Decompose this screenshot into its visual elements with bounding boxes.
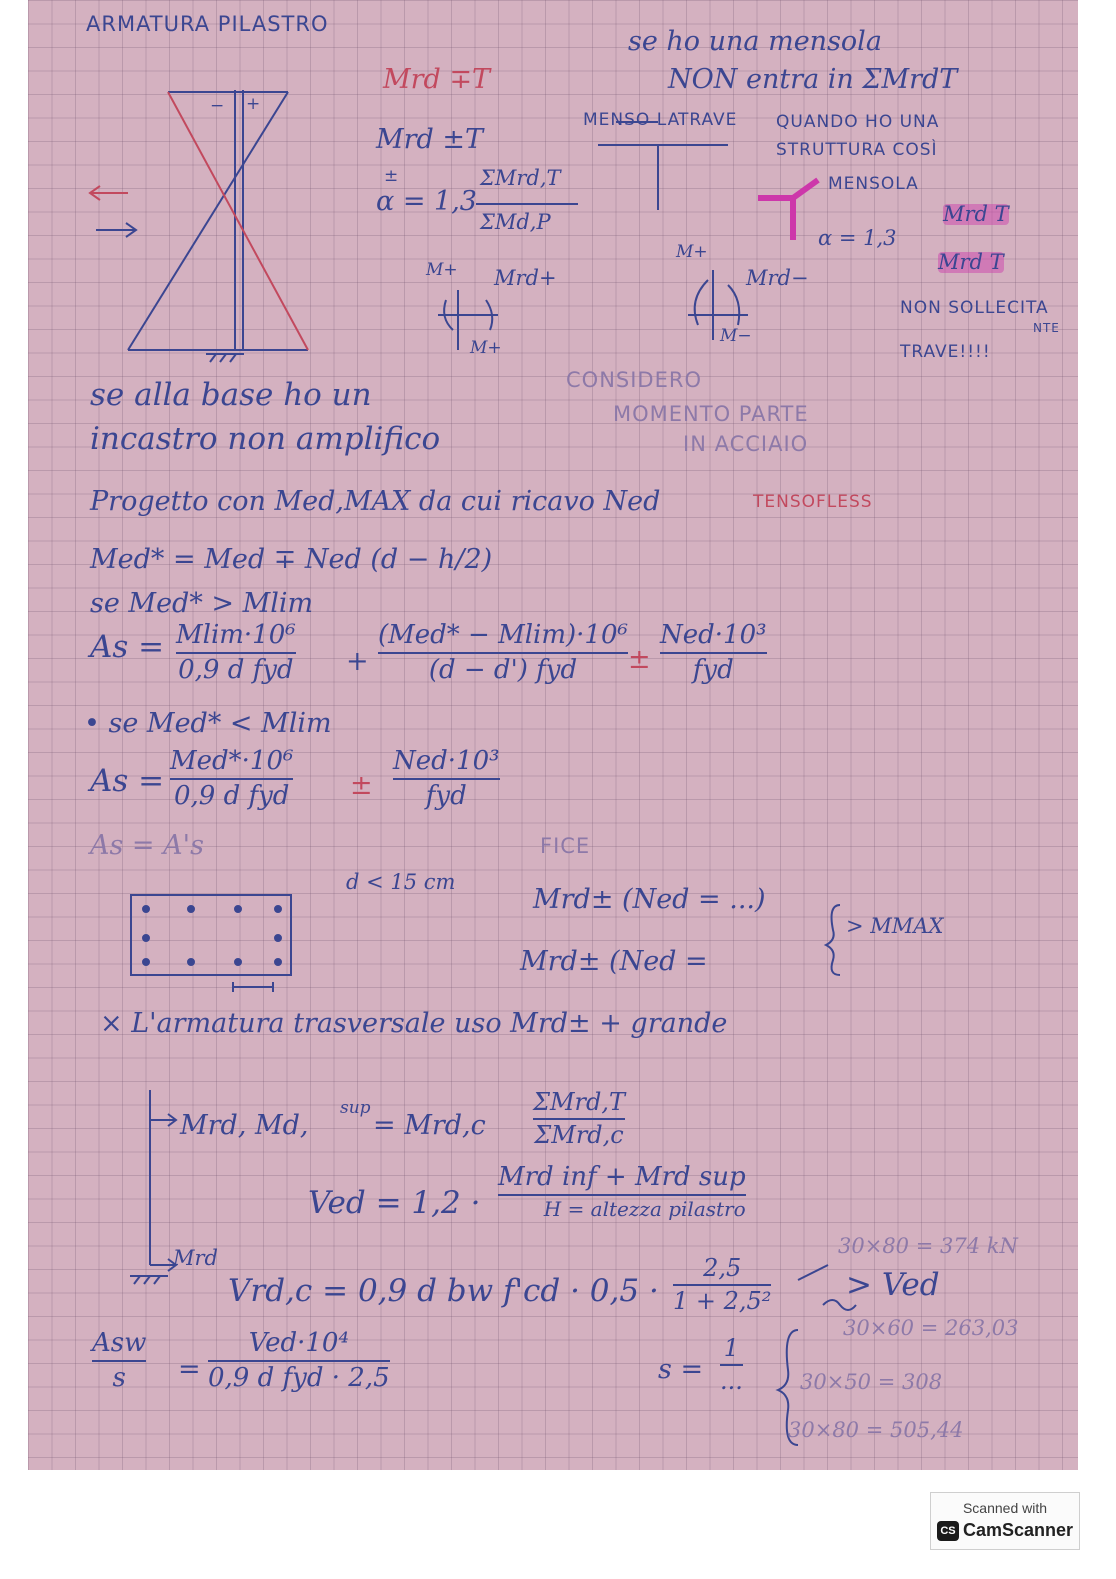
asw-f-den: 0,9 d fyd · 2,5 bbox=[208, 1363, 390, 1394]
node-right-m-top: M+ bbox=[676, 242, 708, 262]
d-limit: d < 15 cm bbox=[346, 870, 456, 894]
in-acciaio: IN ACCIAIO bbox=[683, 432, 809, 456]
as2-label: As = bbox=[90, 763, 165, 799]
alpha2-denominator: Mrd T bbox=[938, 250, 1004, 274]
momento-parte: MOMENTO PARTE bbox=[613, 402, 809, 426]
alpha-denominator: ΣMd,P bbox=[480, 210, 551, 234]
as1-pm: ± bbox=[628, 644, 651, 675]
mrd-plus-check: Mrd± (Ned = ...) bbox=[533, 884, 766, 915]
notebook-page bbox=[28, 0, 1078, 1470]
asw-num: Asw bbox=[92, 1328, 147, 1358]
side-arrows bbox=[90, 186, 136, 237]
node-left-m-top: M+ bbox=[426, 260, 458, 280]
asw-formula bbox=[208, 1330, 390, 1393]
alpha-formula: α = 1,3 bbox=[376, 186, 477, 217]
value-30x80: 30×80 = 505,44 bbox=[788, 1418, 964, 1442]
value-30x80-kn: 30×80 = 374 kN bbox=[838, 1234, 1018, 1258]
non-sollecita-suffix: NTE bbox=[1033, 321, 1060, 335]
as1-f2-num: (Med* − Mlim)·10⁶ bbox=[378, 620, 628, 650]
as1-f2-den: (d − d') fyd bbox=[428, 655, 578, 686]
as2-f2-den: fyd bbox=[425, 781, 467, 812]
node-right-mrd: Mrd− bbox=[746, 266, 809, 290]
s-fraction bbox=[720, 1336, 743, 1394]
case-1: se Med* > Mlim bbox=[90, 588, 314, 619]
pink-structure bbox=[758, 180, 818, 240]
as1-fraction-2 bbox=[378, 622, 628, 685]
mrd-bottom: Mrd bbox=[173, 1246, 218, 1270]
mrd-minus-check: Mrd± (Ned = bbox=[520, 946, 708, 977]
sign-minus: − bbox=[210, 96, 225, 116]
mensola-label: MENSO LA bbox=[583, 110, 681, 130]
progetto-red-label: TENSOFLESS bbox=[753, 492, 873, 512]
as2-fraction-2 bbox=[393, 748, 500, 811]
as2-f1-den: 0,9 d fyd bbox=[173, 781, 290, 812]
ved-fraction bbox=[498, 1164, 746, 1220]
case-2: • se Med* < Mlim bbox=[84, 708, 332, 739]
fice-label: FICE bbox=[540, 834, 591, 858]
vrd-fraction bbox=[673, 1256, 771, 1314]
mrd-sup-prefix: Mrd, Md, bbox=[180, 1110, 309, 1141]
mrd-sup-eq: = Mrd,c bbox=[373, 1110, 486, 1141]
asw-den: s bbox=[112, 1363, 126, 1394]
ved-den: H = altezza pilastro bbox=[543, 1197, 746, 1222]
as1-label: As = bbox=[90, 629, 165, 665]
vrd-c-formula: Vrd,c = 0,9 d bw f'cd · 0,5 · bbox=[228, 1273, 659, 1309]
as1-f3-num: Ned·10³ bbox=[660, 620, 767, 650]
node-right-m-bottom: M− bbox=[720, 326, 752, 346]
value-30x50: 30×50 = 308 bbox=[800, 1370, 943, 1394]
as2-pm: ± bbox=[350, 770, 373, 801]
mensola-note-1: se ho una mensola bbox=[628, 26, 882, 57]
mrd-sup-fraction bbox=[533, 1090, 625, 1148]
vrd-den: 1 + 2,5² bbox=[673, 1287, 772, 1316]
asw-eq: = bbox=[178, 1354, 201, 1385]
camscanner-logo-icon: CS bbox=[937, 1521, 959, 1541]
trave-exclaim: TRAVE!!!! bbox=[900, 342, 991, 362]
s-eq: s = bbox=[658, 1354, 704, 1385]
as1-f1-num: Mlim·10⁶ bbox=[176, 620, 296, 650]
quando-line-2: STRUTTURA COSÌ bbox=[776, 140, 938, 160]
quando-line-1: QUANDO HO UNA bbox=[776, 112, 940, 132]
mensola-note-2: NON entra in ΣMrdT bbox=[668, 64, 958, 95]
badge-scanned-text: Scanned with bbox=[962, 1500, 1048, 1516]
as1-plus: + bbox=[346, 646, 369, 677]
asw-fraction bbox=[92, 1330, 146, 1393]
node-left-m-bottom: M+ bbox=[470, 338, 502, 358]
mrd-sup-num: ΣMrd,T bbox=[533, 1088, 626, 1116]
column-section bbox=[131, 895, 291, 992]
page-title: ARMATURA PILASTRO bbox=[86, 12, 329, 36]
cross-sketch bbox=[598, 122, 728, 210]
trasversale-note: × L'armatura trasversale uso Mrd± + grande bbox=[100, 1008, 728, 1039]
as-equal: As = A's bbox=[90, 830, 204, 861]
mrd-sup-den: ΣMrd,c bbox=[534, 1121, 624, 1150]
asw-f-num: Ved·10⁴ bbox=[248, 1328, 349, 1358]
as2-fraction-1 bbox=[170, 748, 293, 811]
value-30x60: 30×60 = 263,03 bbox=[843, 1316, 1019, 1340]
moment-diagram bbox=[128, 90, 308, 362]
progetto-line: Progetto con Med,MAX da cui ricavo Ned bbox=[90, 486, 661, 517]
shear-column bbox=[130, 1090, 176, 1284]
mrd-t-red: Mrd ∓T bbox=[383, 64, 491, 95]
mrd-sup-exponent: sup bbox=[340, 1098, 371, 1118]
med-star-formula: Med* = Med ∓ Ned (d − h/2) bbox=[90, 544, 493, 575]
as1-f3-den: fyd bbox=[692, 655, 734, 686]
sign-plus: + bbox=[246, 94, 261, 114]
ved-prefix: Ved = 1,2 · bbox=[308, 1185, 481, 1221]
ved-num: Mrd inf + Mrd sup bbox=[498, 1162, 746, 1192]
alpha-sign: ± bbox=[384, 166, 399, 186]
alpha2-formula: α = 1,3 bbox=[818, 226, 897, 250]
non-sollecita: NON SOLLECITA bbox=[900, 298, 1049, 318]
as1-fraction-1 bbox=[176, 622, 296, 685]
gt-mmax: > MMAX bbox=[846, 914, 944, 938]
as1-fraction-3 bbox=[660, 622, 767, 685]
as1-f1-den: 0,9 d fyd bbox=[178, 655, 294, 686]
base-note-1: se alla base ho un bbox=[90, 377, 372, 413]
base-note-2: incastro non amplifico bbox=[90, 421, 441, 457]
badge-app-name: CamScanner bbox=[963, 1520, 1074, 1540]
as2-f2-num: Ned·10³ bbox=[393, 746, 500, 776]
alpha2-numerator: Mrd T bbox=[943, 202, 1009, 226]
mrd-t: Mrd ±T bbox=[376, 124, 484, 155]
s-num: 1 bbox=[723, 1334, 740, 1362]
trave-label: TRAVE bbox=[678, 110, 738, 130]
node-left-mrd: Mrd+ bbox=[494, 266, 557, 290]
vrd-gt-ved: > Ved bbox=[846, 1267, 940, 1303]
s-den: ... bbox=[720, 1367, 743, 1396]
alpha-numerator: ΣMrd,T bbox=[480, 166, 561, 190]
considero: CONSIDERO bbox=[566, 368, 702, 392]
vrd-num: 2,5 bbox=[703, 1254, 742, 1282]
as2-f1-num: Med*·10⁶ bbox=[170, 746, 294, 776]
mensola-arrow-label: MENSOLA bbox=[828, 174, 919, 194]
camscanner-badge bbox=[930, 1492, 1080, 1550]
